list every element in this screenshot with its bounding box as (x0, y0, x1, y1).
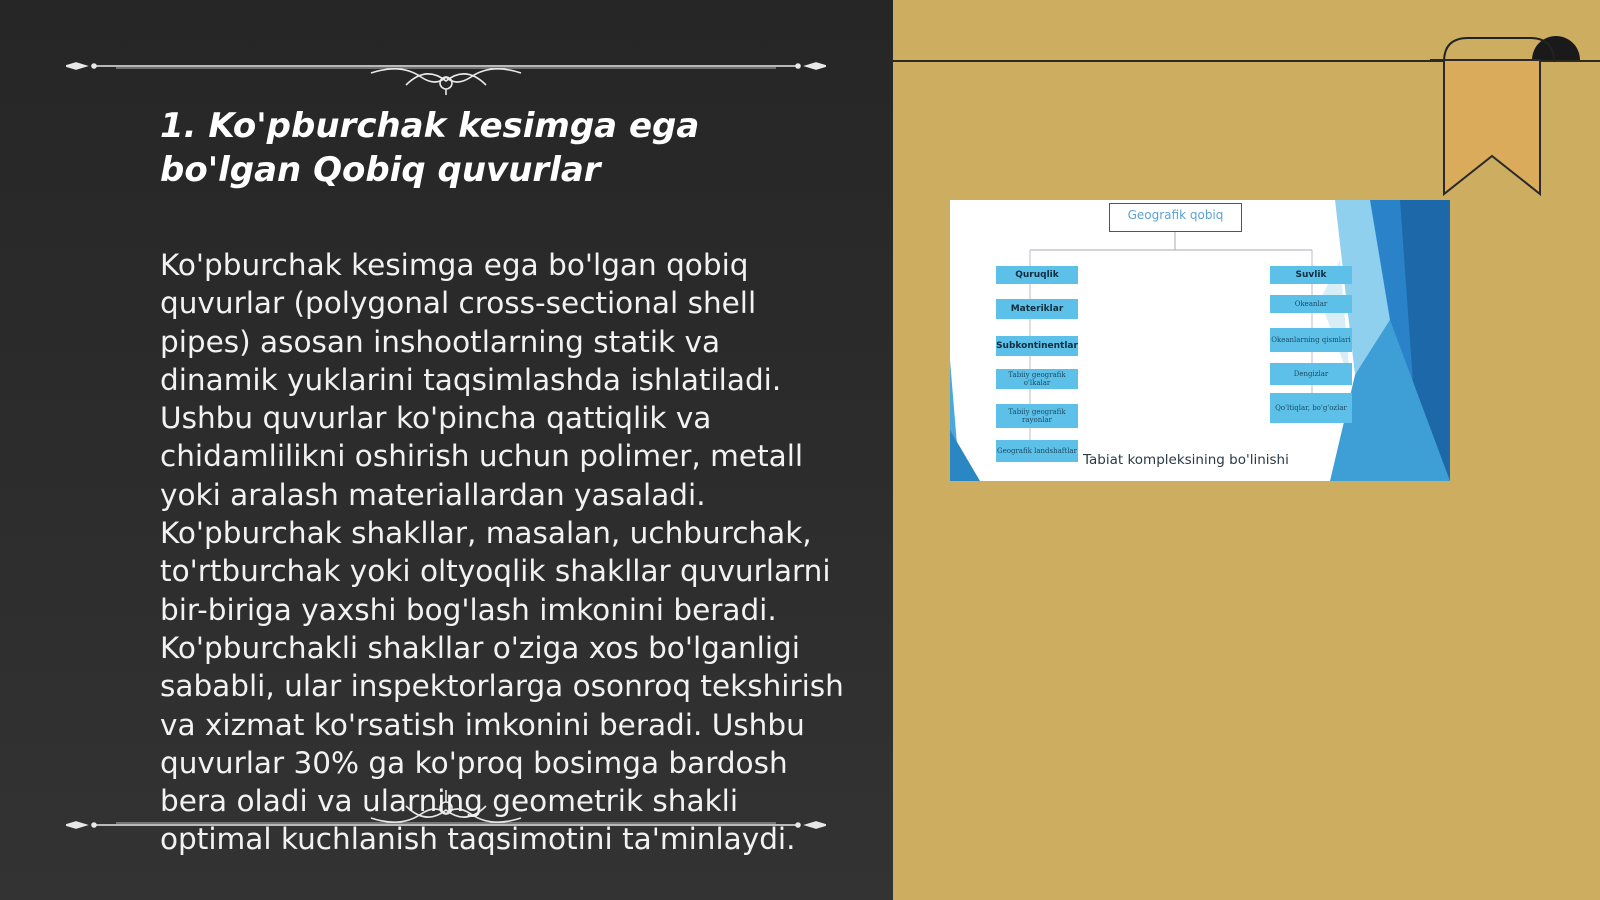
diagram-image (950, 200, 1450, 481)
diagram-node-left-5: Tabiiy geografik rayonlar (996, 404, 1078, 428)
diagram-node-left-4: Tabiiy geografik o'lkalar (996, 369, 1078, 389)
diagram-caption: Tabiat kompleksining bo'linishi (1083, 452, 1289, 468)
diagram-node-left-3: Subkontinentlar (996, 336, 1078, 356)
diagram-node-left-6: Geografik landshaftlar (996, 440, 1078, 462)
diagram-node-right-1: Suvlik (1270, 266, 1352, 284)
diagram-node-right-4: Dengizlar (1270, 363, 1352, 385)
diagram-node-right-5: Qo'ltiqlar, bo'g'ozlar (1270, 393, 1352, 423)
diagram-node-left-2: Materiklar (996, 299, 1078, 319)
diagram-node-right-3: Okeanlarning qismlari (1270, 328, 1352, 352)
slide-title: 1. Ko'pburchak kesimga ega bo'lgan Qobiq quvurlar (160, 106, 700, 190)
ornamental-divider-icon (66, 45, 826, 95)
slide-body-text: Ko'pburchak kesimga ega bo'lgan qobiq quvurlar (polygonal cross-sectional shell pipes) asosan inshootlarning statik va dinamik yuklarini taqsimlashda ishlatiladi. Ushbu quvurlar ko'pincha qattiqlik va chidamlilikni oshirish uchun polimer, metall yoki aralash materiallardan yasaladi. Ko'pburchak shakllar, masalan, uchburchak, to'rtburchak yoki oltyoqlik shakllar quvurlarni bir-biriga yaxshi bog'lash imkonini beradi. Ko'pburchakli shakllar o'ziga xos bo'lganligi sababli, ular inspektorlarga osonroq tekshirish va xizmat ko'rsatish imkonini beradi. Ushbu quvurlar 30% ga ko'proq bosimga bardosh bera oladi va ularning geometrik shakli optimal kuchlanish taqsimotini ta'minlaydi. (160, 248, 844, 857)
diagram-node-left-1: Quruqlik (996, 266, 1078, 284)
bookmark-ribbon-icon (1430, 34, 1585, 199)
diagram-root-node: Geografik qobiq (1109, 203, 1242, 232)
diagram-node-right-2: Okeanlar (1270, 295, 1352, 313)
